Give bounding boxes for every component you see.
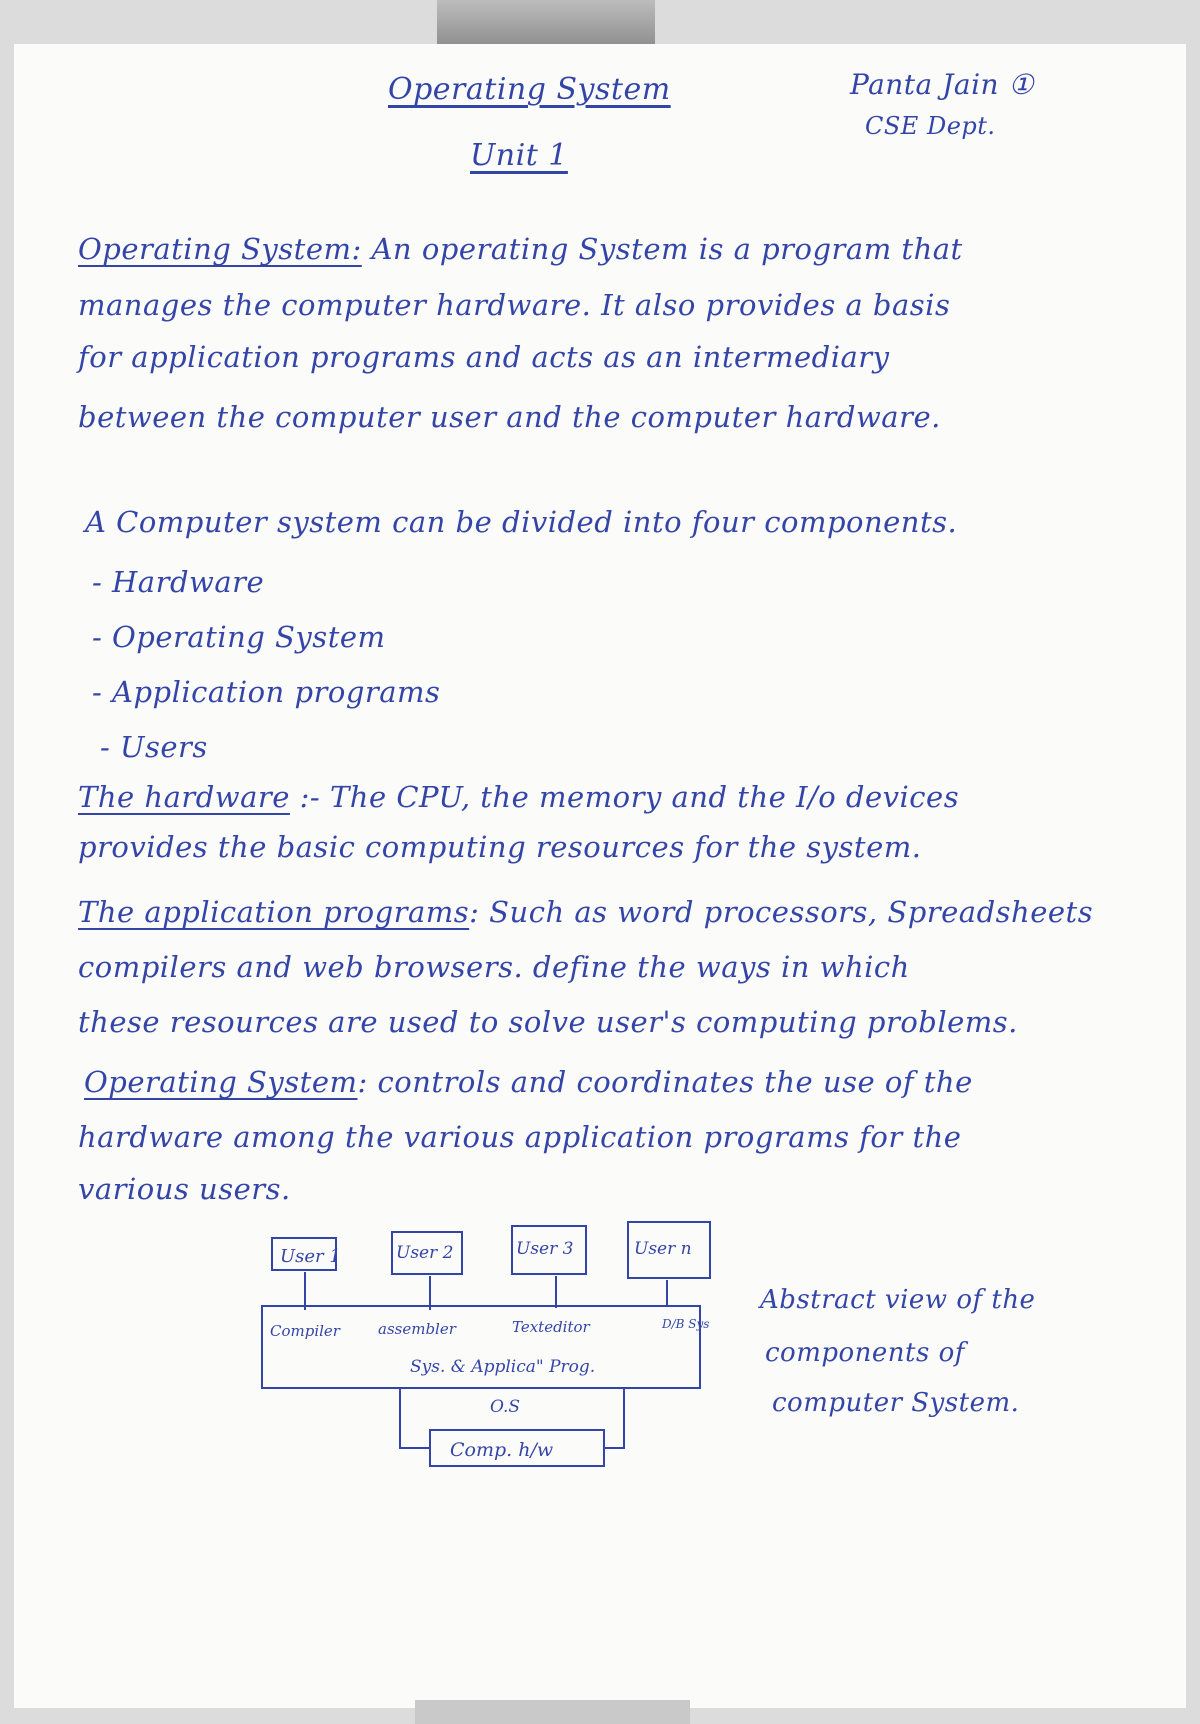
definition-text: An operating System is a program that bbox=[371, 232, 963, 266]
program-label: Texteditor bbox=[512, 1318, 590, 1336]
program-label: assembler bbox=[378, 1320, 456, 1338]
author-name: Panta Jain bbox=[850, 68, 1000, 101]
list-item: - Hardware bbox=[92, 565, 265, 599]
definition-line: between the computer user and the computer hardware. bbox=[78, 400, 941, 434]
definition-line: manages the computer hardware. It also provides a basis bbox=[78, 288, 951, 322]
user-box bbox=[628, 1222, 710, 1278]
page-title: Operating System bbox=[388, 72, 671, 107]
user-box bbox=[512, 1226, 586, 1274]
definition-line: for application programs and acts as an intermediary bbox=[78, 340, 890, 374]
hardware-text: :- The CPU, the memory and the I/o devices bbox=[289, 780, 960, 814]
list-item: - Operating System bbox=[92, 620, 386, 654]
page-number: ① bbox=[1008, 68, 1035, 101]
os-line: hardware among the various application programs for the bbox=[78, 1120, 962, 1154]
applications-line: these resources are used to solve user's computing problems. bbox=[78, 1005, 1018, 1039]
sys-app-label: Sys. & Applica" Prog. bbox=[410, 1357, 596, 1377]
hardware-term: The hardware bbox=[78, 780, 290, 814]
os-label: O.S bbox=[490, 1397, 520, 1417]
definition-term: Operating System: bbox=[78, 232, 362, 266]
hardware-label: Comp. h/w bbox=[450, 1439, 554, 1461]
list-item: - Users bbox=[100, 730, 208, 764]
diagram-caption: computer System. bbox=[772, 1388, 1020, 1418]
user-box bbox=[272, 1238, 341, 1270]
page-subtitle: Unit 1 bbox=[470, 138, 568, 173]
applications-text: : Such as word processors, Spreadsheets bbox=[469, 895, 1094, 929]
os-text: : controls and coordinates the use of the bbox=[357, 1065, 973, 1099]
diagram-caption: Abstract view of the bbox=[760, 1285, 1036, 1315]
program-label: Compiler bbox=[270, 1322, 340, 1340]
applications-term: The application programs bbox=[78, 895, 470, 929]
svg-text:User 3: User 3 bbox=[516, 1239, 574, 1259]
diagram-caption: components of bbox=[765, 1338, 965, 1368]
program-label: D/B Sys bbox=[662, 1317, 710, 1331]
components-intro: A Computer system can be divided into four components. bbox=[85, 505, 958, 539]
list-item: - Application programs bbox=[92, 675, 441, 709]
applications-line: compilers and web browsers. define the ways in which bbox=[78, 950, 910, 984]
os-line: various users. bbox=[78, 1172, 291, 1206]
svg-text:User 2: User 2 bbox=[396, 1243, 454, 1263]
svg-text:User 1: User 1 bbox=[280, 1246, 341, 1267]
user-box bbox=[392, 1232, 462, 1274]
hardware-line: provides the basic computing resources for the system. bbox=[78, 830, 922, 864]
department: CSE Dept. bbox=[865, 112, 996, 140]
os-term: Operating System bbox=[84, 1065, 358, 1099]
svg-text:User n: User n bbox=[634, 1239, 692, 1259]
